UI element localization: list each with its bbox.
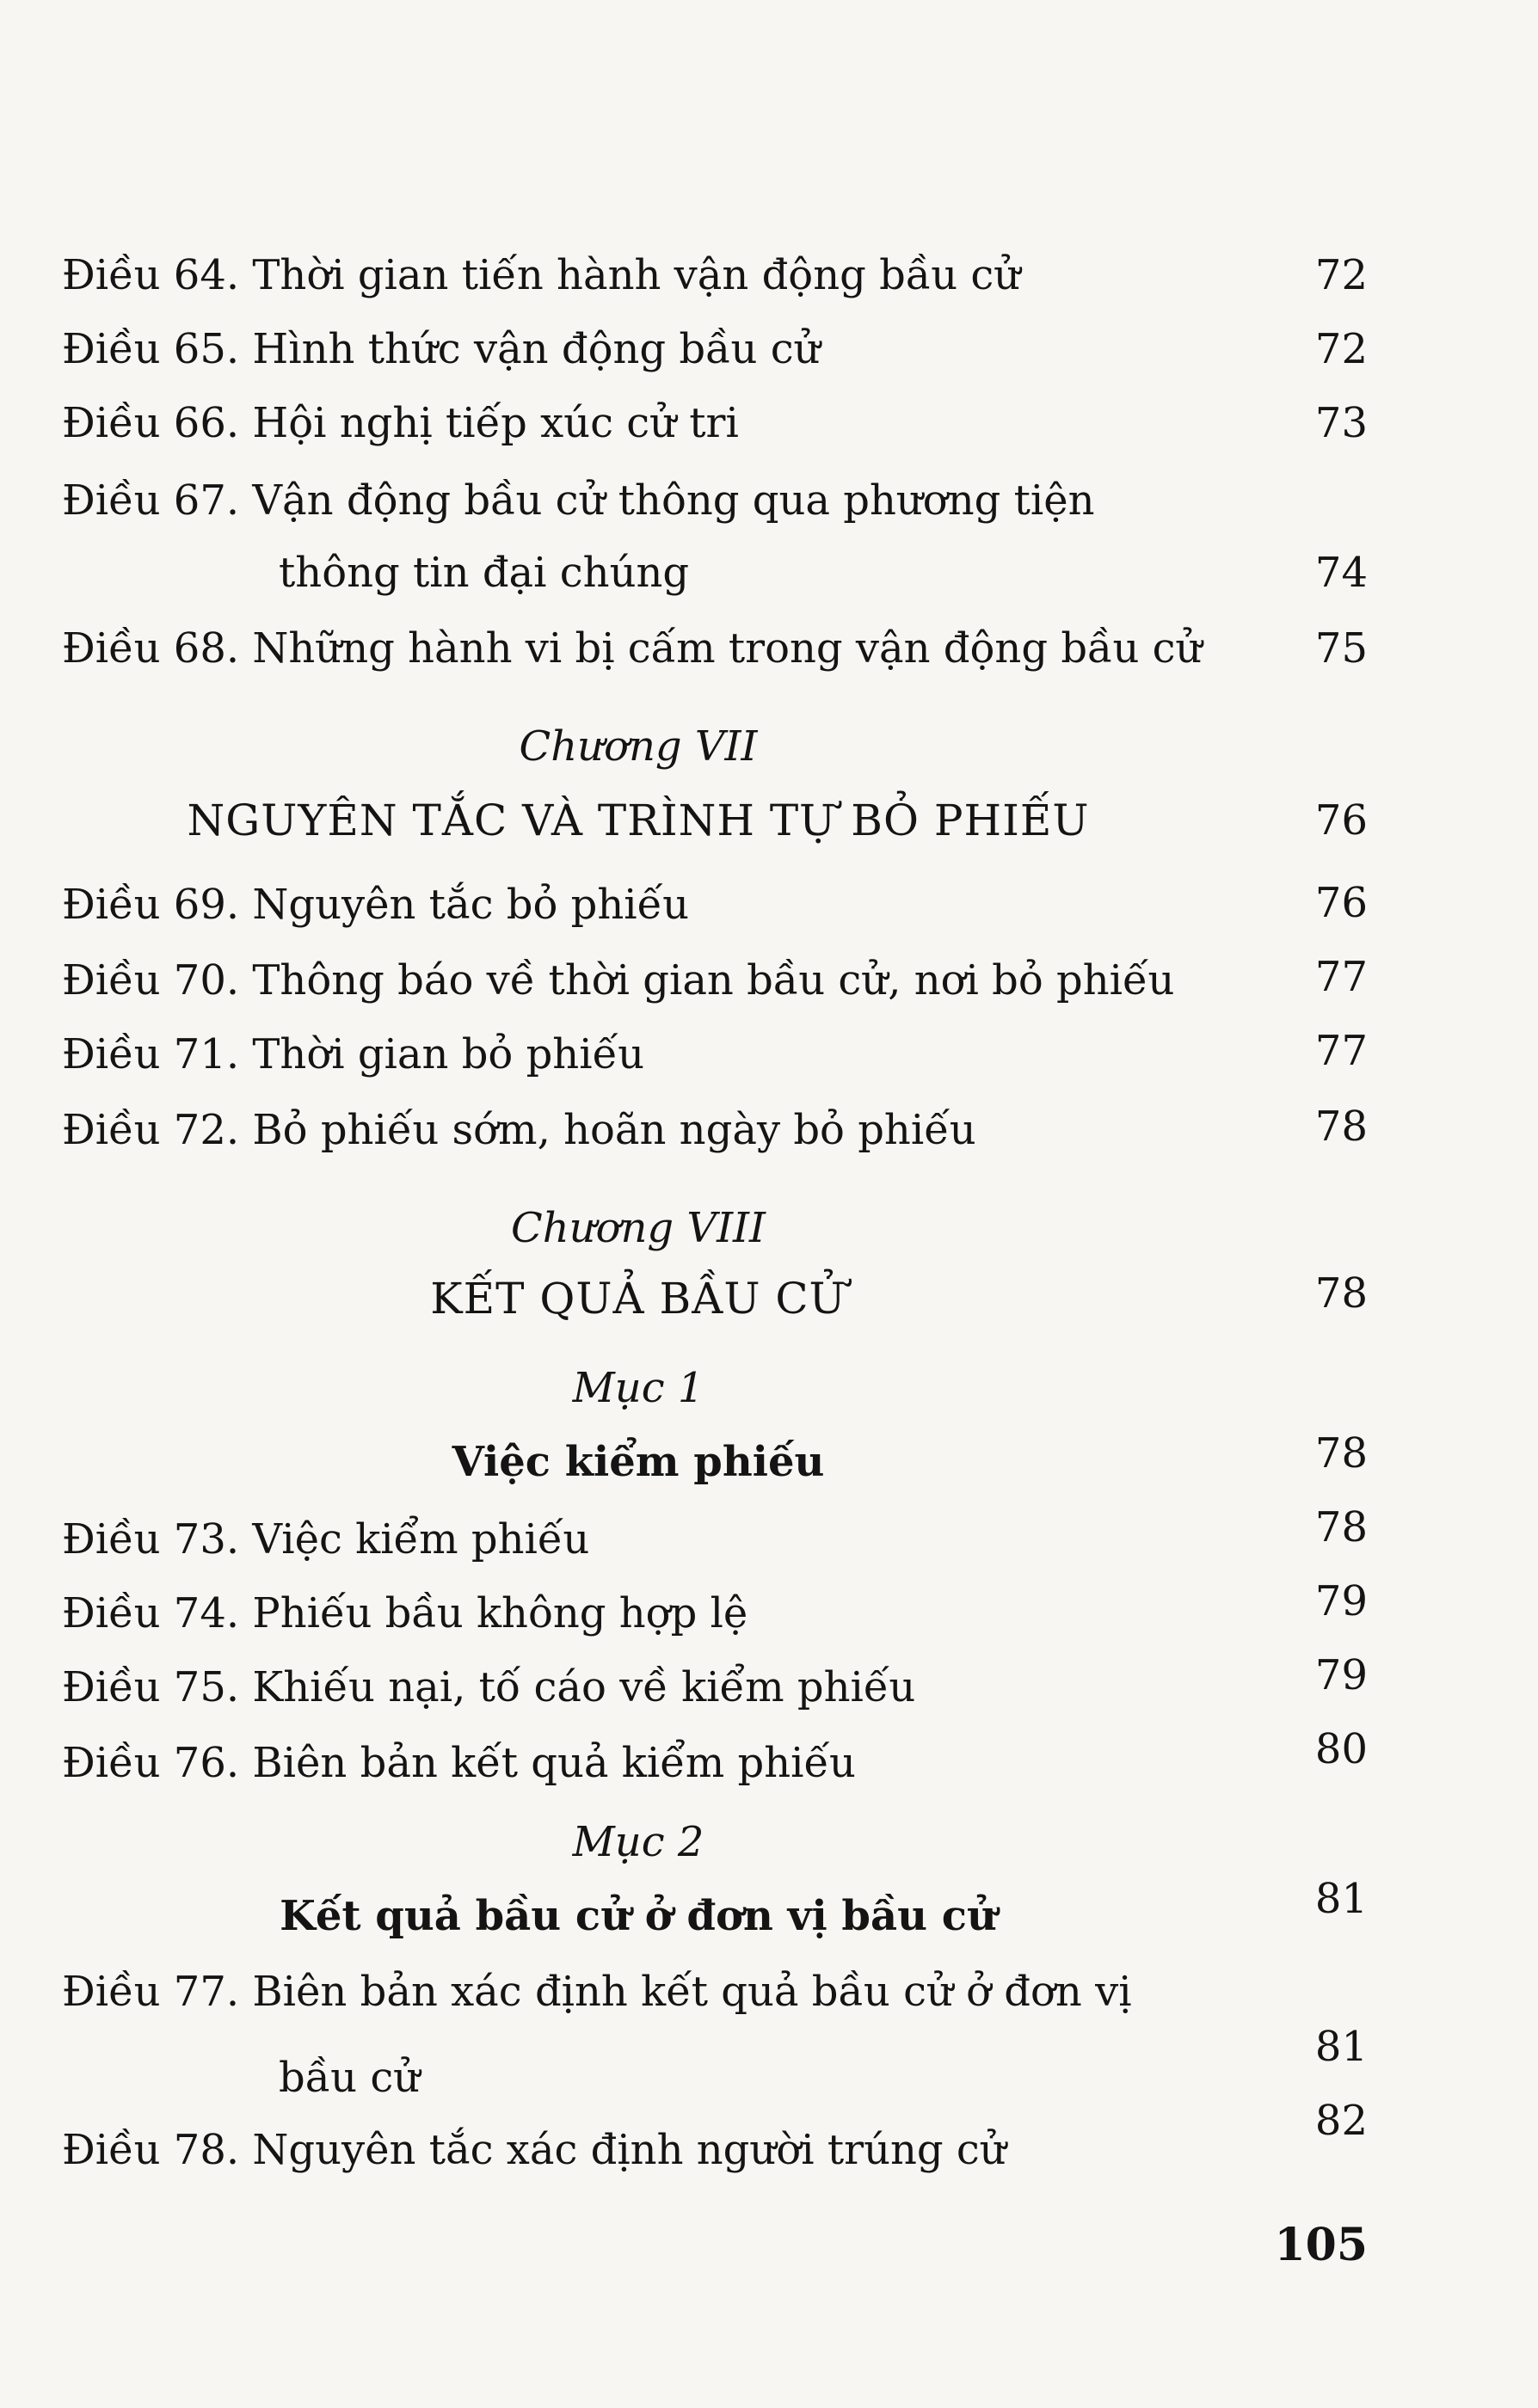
toc-page-number: 78: [1314, 1269, 1368, 1318]
chapter-label: Chương VII: [519, 722, 758, 771]
section-label: Mục 2: [572, 1818, 704, 1866]
toc-entry-text: Điều 66. Hội nghị tiếp xúc cử tri: [62, 399, 739, 447]
toc-entry-text: bầu cử: [279, 2054, 421, 2102]
section-title: Việc kiểm phiếu: [452, 1438, 825, 1486]
toc-entry-text: Điều 77. Biên bản xác định kết quả bầu cử ở đơn vị: [62, 1968, 1132, 2016]
toc-page-number: 72: [1314, 325, 1368, 373]
section-label: Mục 1: [572, 1364, 704, 1412]
toc-page-number: 79: [1314, 1651, 1368, 1699]
toc-page-number: 79: [1314, 1577, 1368, 1625]
toc-page-number: 78: [1314, 1503, 1368, 1551]
chapter-title: NGUYÊN TẮC VÀ TRÌNH TỰ BỎ PHIẾU: [187, 796, 1090, 845]
toc-page-number: 77: [1314, 1027, 1368, 1075]
toc-entry-text: Điều 74. Phiếu bầu không hợp lệ: [62, 1589, 748, 1637]
toc-entry-text: Điều 69. Nguyên tắc bỏ phiếu: [62, 881, 690, 929]
toc-entry-text: Điều 64. Thời gian tiến hành vận động bầu cử: [62, 251, 1021, 299]
toc-page-number: 81: [1314, 2023, 1368, 2071]
toc-entry-text: Điều 73. Việc kiểm phiếu: [62, 1515, 590, 1563]
toc-entry-text: Điều 68. Những hành vi bị cấm trong vận động bầu cử: [62, 624, 1203, 673]
toc-entry-text: Điều 65. Hình thức vận động bầu cử: [62, 325, 821, 373]
toc-page-number: 78: [1314, 1103, 1368, 1151]
toc-entry-text: Điều 76. Biên bản kết quả kiểm phiếu: [62, 1739, 856, 1787]
section-title: Kết quả bầu cử ở đơn vị bầu cử: [280, 1892, 997, 1940]
toc-entry-text: Điều 72. Bỏ phiếu sớm, hoãn ngày bỏ phiếu: [62, 1106, 976, 1154]
toc-page-number: 82: [1314, 2097, 1368, 2145]
chapter-title: KẾT QUẢ BẦU CỬ: [430, 1274, 846, 1324]
toc-entry-text: Điều 70. Thông báo về thời gian bầu cử, nơi bỏ phiếu: [62, 956, 1175, 1004]
toc-entry-text: Điều 71. Thời gian bỏ phiếu: [62, 1030, 645, 1078]
page-number: 105: [1274, 2219, 1368, 2271]
toc-page-number: 73: [1314, 399, 1368, 447]
toc-page-number: 77: [1314, 953, 1368, 1001]
toc-page-number: 78: [1314, 1429, 1368, 1477]
toc-entry-text: Điều 67. Vận động bầu cử thông qua phương tiện: [62, 476, 1095, 525]
toc-entry-text: thông tin đại chúng: [279, 549, 690, 597]
toc-page-number: 75: [1314, 624, 1368, 673]
toc-page-number: 76: [1314, 796, 1368, 845]
toc-entry-text: Điều 78. Nguyên tắc xác định người trúng cử: [62, 2126, 1006, 2174]
toc-page-number: 81: [1314, 1875, 1368, 1923]
toc-entry-text: Điều 75. Khiếu nại, tố cáo về kiểm phiếu: [62, 1663, 916, 1711]
toc-page-number: 72: [1314, 251, 1368, 299]
toc-page-number: 80: [1314, 1725, 1368, 1773]
toc-page-number: 74: [1314, 549, 1368, 597]
chapter-label: Chương VIII: [511, 1204, 766, 1252]
toc-page-number: 76: [1314, 879, 1368, 927]
